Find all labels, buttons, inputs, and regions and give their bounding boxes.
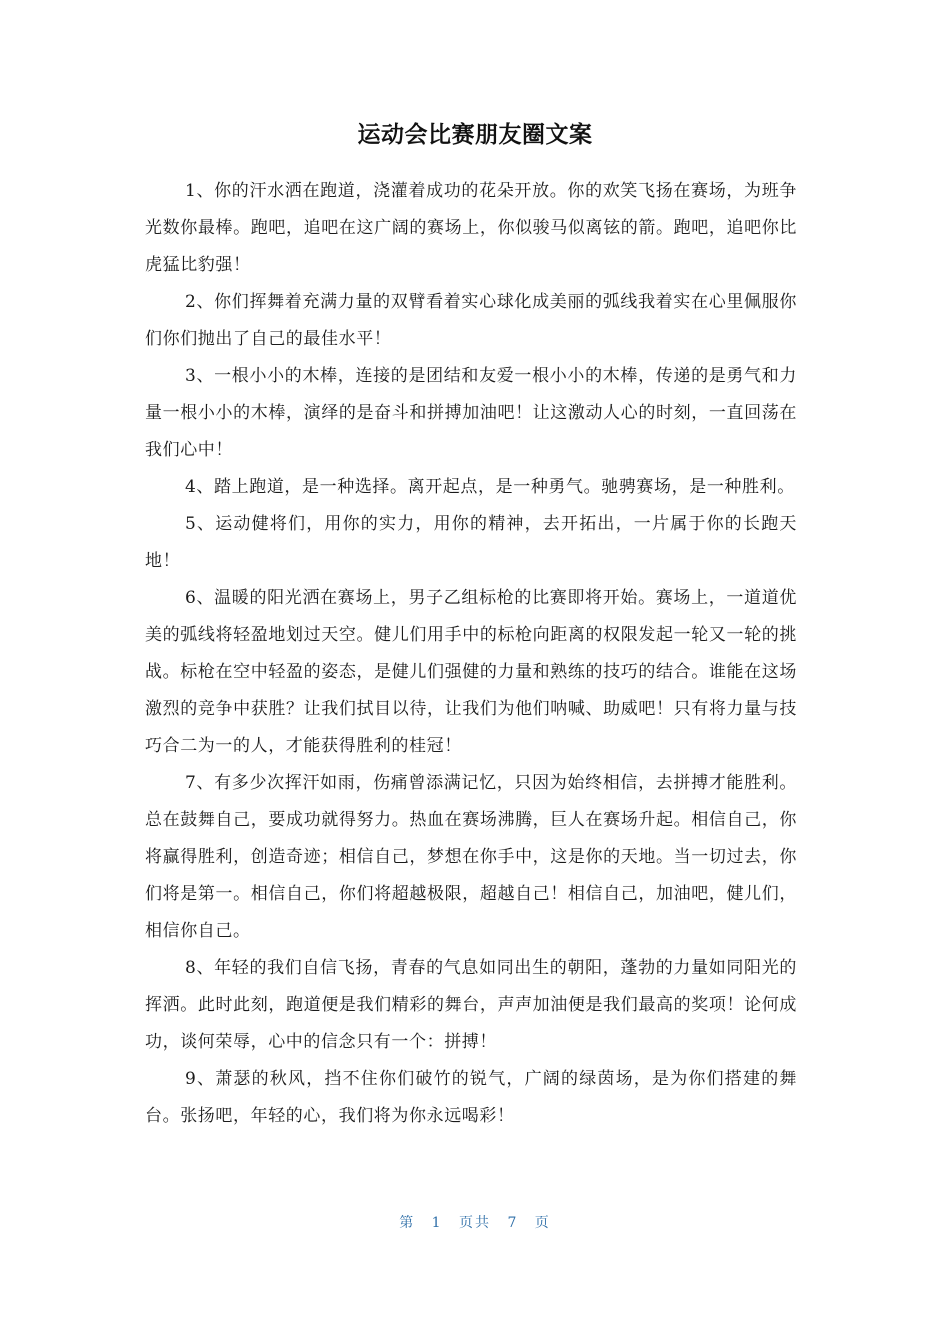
paragraph-7: 7、有多少次挥汗如雨，伤痛曾添满记忆，只因为始终相信，去拼搏才能胜利。总在鼓舞自己，要成功就得努力。热血在赛场沸腾，巨人在赛场升起。相信自己，你将赢得胜利，创造奇迹；相信自己，梦想在你手中，这是你的天地。当一切过去，你们将是第一。相信自己，你们将超越极限，超越自己！相信自己，加油吧，健儿们，相信你自己。 (145, 773, 797, 941)
paragraph-3: 3、一根小小的木棒，连接的是团结和友爱一根小小的木棒，传递的是勇气和力量一根小小的木棒，演绎的是奋斗和拼搏加油吧！让这激动人心的时刻，一直回荡在我们心中！ (145, 366, 797, 460)
paragraph-4: 4、踏上跑道，是一种选择。离开起点，是一种勇气。驰骋赛场，是一种胜利。 (185, 477, 795, 497)
paragraph-8: 8、年轻的我们自信飞扬，青春的气息如同出生的朝阳，蓬勃的力量如同阳光的挥洒。此时此刻，跑道便是我们精彩的舞台，声声加油便是我们最高的奖项！论何成功，谈何荣辱，心中的信念只有一个：拼搏！ (145, 958, 797, 1052)
document-body (145, 173, 797, 1135)
paragraph-6: 6、温暖的阳光洒在赛场上，男子乙组标枪的比赛即将开始。赛场上，一道道优美的弧线将轻盈地划过天空。健儿们用手中的标枪向距离的权限发起一轮又一轮的挑战。标枪在空中轻盈的姿态，是健儿们强健的力量和熟练的技巧的结合。谁能在这场激烈的竞争中获胜？让我们拭目以待，让我们为他们呐喊、助威吧！只有将力量与技巧合二为一的人，才能获得胜利的桂冠！ (145, 588, 797, 756)
paragraph-1: 1、你的汗水洒在跑道，浇灌着成功的花朵开放。你的欢笑飞扬在赛场，为班争光数你最棒。跑吧，追吧在这广阔的赛场上，你似骏马似离铉的箭。跑吧，追吧你比虎猛比豹强！ (145, 181, 797, 275)
paragraph-9: 9、萧瑟的秋风，挡不住你们破竹的锐气，广阔的绿茵场，是为你们搭建的舞台。张扬吧，年轻的心，我们将为你永远喝彩！ (145, 1069, 797, 1126)
document-title: 运动会比赛朋友圈文案 (357, 122, 593, 148)
page-number-footer: 第 1 页共 7 页 (399, 1215, 551, 1231)
paragraph-2: 2、你们挥舞着充满力量的双臂看着实心球化成美丽的弧线我着实在心里佩服你们你们抛出了自己的最佳水平！ (145, 292, 797, 349)
paragraph-5: 5、运动健将们，用你的实力，用你的精神，去开拓出，一片属于你的长跑天地！ (145, 514, 797, 571)
